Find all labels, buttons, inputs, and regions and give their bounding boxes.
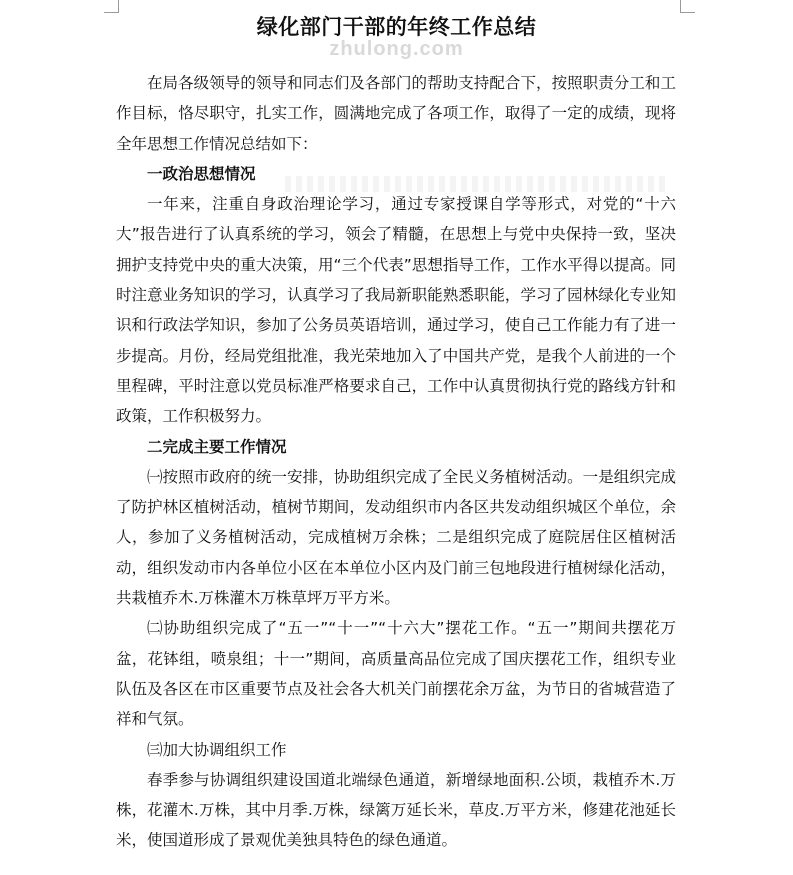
document-title: 绿化部门干部的年终工作总结: [256, 15, 537, 39]
work-item-1: ㈠按照市政府的统一安排，协助组织完成了全民义务植树活动。一是组织完成了防护林区植树活动，植树节期间，发动组织市内各区共发动组织城区个单位，余人，参加了义务植树活动，完成植树万余株；二是组织完成了庭院居住区植树活动，组织发动市内各单位小区在本单位小区内及门前三包地段进行植树绿化活动，共栽植乔木.万株灌木万株草坪万平方米。: [116, 467, 676, 608]
intro-paragraph: 在局各级领导的领导和同志们及各部门的帮助支持配合下，按照职责分工和工作目标，恪尽职守，扎实工作，圆满地完成了各项工作，取得了一定的成绩，现将全年思想工作情况总结如下：: [116, 74, 676, 153]
work-item-2: ㈡协助组织完成了“五一”“十一”“十六大”摆花工作。“五一”期间共摆花万盆，花钵组，喷泉组；十一”期间，高质量高品位完成了国庆摆花工作，组织专业队伍及各区在市区重要节点及社会各大机关门前摆花余万盆，为节日的省城营造了祥和气氛。: [116, 619, 676, 729]
document-body: [116, 68, 676, 856]
section-heading-main-work: 二完成主要工作情况: [147, 437, 287, 456]
work-item-3-heading: ㈢加大协调组织工作: [147, 740, 287, 759]
work-item-3-paragraph: 春季参与协调组织建设国道北端绿色通道，新增绿地面积.公顷，栽植乔木.万株，花灌木.万株，其中月季.万株，绿篱万延长米，草皮.万平方米，修建花池延长米，使国道形成了景观优美独具特色的绿色通道。: [116, 770, 676, 850]
watermark: zhulong.com: [329, 38, 464, 60]
section-heading-politics: 一政治思想情况: [147, 164, 256, 183]
politics-paragraph: 一年来，注重自身政治理论学习，通过专家授课自学等形式，对党的“十六大”报告进行了认真系统的学习，领会了精髓，在思想上与党中央保持一致，坚决拥护支持党中央的重大决策，用“三个代表”思想指导工作，工作水平得以提高。同时注意业务知识的学习，认真学习了我局新职能熟悉职能，学习了园林绿化专业知识和行政法学知识，参加了公务员英语培训，通过学习，使自己工作能力有了进一步提高。月份，经局党组批准，我光荣地加入了中国共产党，是我个人前进的一个里程碑，平时注意以党员标准严格要求自己，工作中认真贯彻执行党的路线方针和政策，工作积极努力。: [116, 195, 676, 426]
